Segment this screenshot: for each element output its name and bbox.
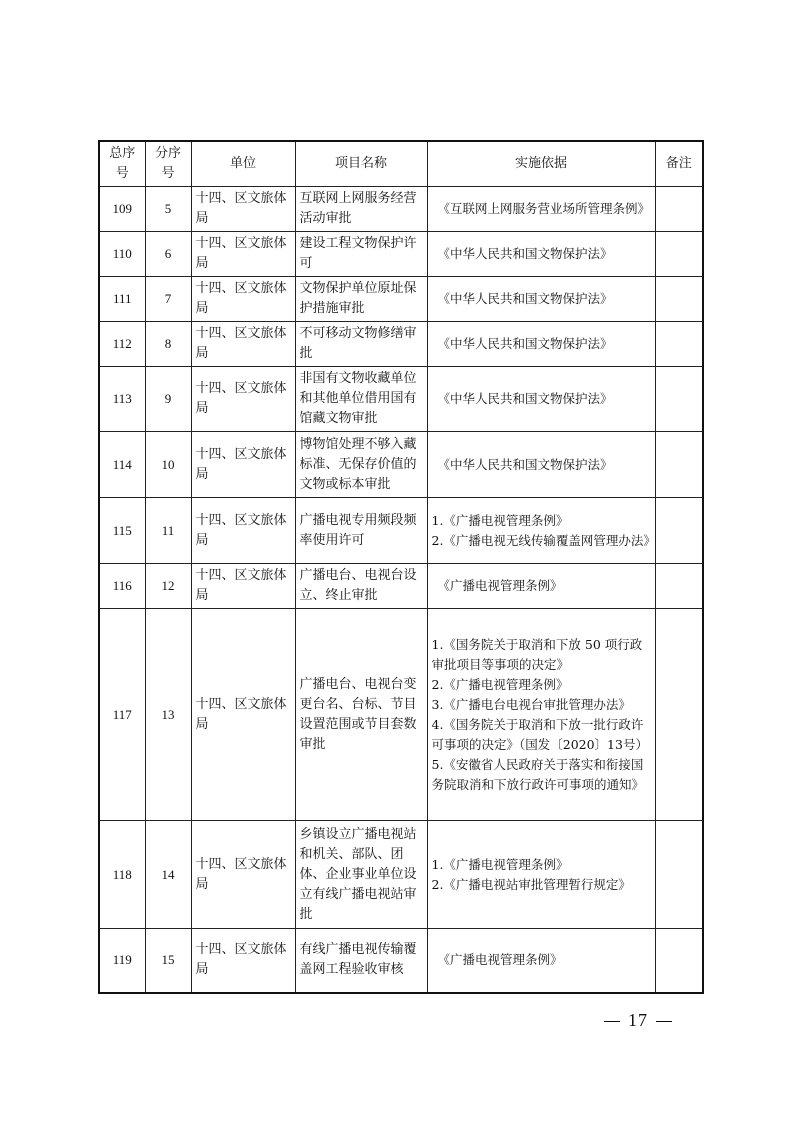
- sub-no-cell: 13: [145, 609, 191, 821]
- unit-cell: 十四、区文旅体局: [191, 498, 295, 564]
- total-no-cell: 111: [99, 277, 145, 322]
- header-remark: 备注: [655, 141, 703, 187]
- item-name-cell: 广播电台、电视台变更台名、台标、节目设置范围或节目套数审批: [295, 609, 427, 821]
- remark-cell: [655, 322, 703, 367]
- table-row: [99, 367, 703, 432]
- total-no-cell: 110: [99, 232, 145, 277]
- remark-cell: [655, 929, 703, 993]
- basis-line: 《广播电视管理条例》: [437, 578, 563, 593]
- basis-cell: [427, 232, 655, 277]
- remark-cell: [655, 609, 703, 821]
- table-row: [99, 187, 703, 232]
- header-sub-no: 分序号: [145, 141, 191, 187]
- remark-cell: [655, 367, 703, 432]
- basis-line: 1.《广播电视管理条例》: [431, 512, 569, 528]
- item-name-cell: 建设工程文物保护许可: [295, 232, 427, 277]
- remark-cell: [655, 498, 703, 564]
- basis-cell: [427, 277, 655, 322]
- basis-line: 《中华人民共和国文物保护法》: [437, 246, 613, 261]
- total-no-cell: 112: [99, 322, 145, 367]
- table-row: [99, 432, 703, 498]
- basis-line: 2.《广播电视无线传输覆盖网管理办法》: [431, 532, 656, 548]
- unit-cell: 十四、区文旅体局: [191, 232, 295, 277]
- dash-left: [604, 1021, 620, 1022]
- basis-cell: [427, 929, 655, 993]
- table-row: [99, 498, 703, 564]
- sub-no-cell: 6: [145, 232, 191, 277]
- approval-items-table: [98, 140, 704, 994]
- sub-no-cell: 15: [145, 929, 191, 993]
- basis-cell: [427, 498, 655, 564]
- unit-cell: 十四、区文旅体局: [191, 367, 295, 432]
- table-row: [99, 322, 703, 367]
- unit-cell: 十四、区文旅体局: [191, 929, 295, 993]
- basis-line: 3.《广播电台电视台审批管理办法》: [431, 696, 631, 712]
- page-number: [596, 1010, 680, 1031]
- basis-line: 4.《国务院关于取消和下放一批行政许可事项的决定》（国发〔2020〕13号）: [431, 716, 648, 752]
- unit-cell: 十四、区文旅体局: [191, 821, 295, 929]
- sub-no-cell: 14: [145, 821, 191, 929]
- header-item-name: 项目名称: [295, 141, 427, 187]
- sub-no-cell: 9: [145, 367, 191, 432]
- unit-cell: 十四、区文旅体局: [191, 322, 295, 367]
- unit-cell: 十四、区文旅体局: [191, 277, 295, 322]
- item-name-cell: 不可移动文物修缮审批: [295, 322, 427, 367]
- basis-line: 5.《安徽省人民政府关于落实和衔接国务院取消和下放行政许可事项的通知》: [431, 756, 645, 792]
- item-name-cell: 乡镇设立广播电视站和机关、部队、团体、企业事业单位设立有线广播电视站审批: [295, 821, 427, 929]
- basis-cell: [427, 187, 655, 232]
- page-number-value: 17: [628, 1010, 648, 1030]
- header-basis: 实施依据: [427, 141, 655, 187]
- sub-no-cell: 10: [145, 432, 191, 498]
- total-no-cell: 114: [99, 432, 145, 498]
- table-row: [99, 277, 703, 322]
- sub-no-cell: 12: [145, 564, 191, 609]
- basis-line: 《互联网上网服务营业场所管理条例》: [437, 201, 651, 216]
- sub-no-cell: 11: [145, 498, 191, 564]
- total-no-cell: 117: [99, 609, 145, 821]
- item-name-cell: 广播电台、电视台设立、终止审批: [295, 564, 427, 609]
- dash-right: [656, 1021, 672, 1022]
- sub-no-cell: 5: [145, 187, 191, 232]
- total-no-cell: 119: [99, 929, 145, 993]
- basis-cell: [427, 564, 655, 609]
- basis-line: 1.《广播电视管理条例》: [431, 856, 569, 872]
- total-no-cell: 113: [99, 367, 145, 432]
- basis-cell: [427, 322, 655, 367]
- basis-line: 《广播电视管理条例》: [437, 952, 563, 968]
- item-name-cell: 广播电视专用频段频率使用许可: [295, 498, 427, 564]
- total-no-cell: 116: [99, 564, 145, 609]
- item-name-cell: 文物保护单位原址保护措施审批: [295, 277, 427, 322]
- total-no-cell: 115: [99, 498, 145, 564]
- item-name-cell: 有线广播电视传输覆盖网工程验收审核: [295, 929, 427, 993]
- unit-cell: 十四、区文旅体局: [191, 187, 295, 232]
- header-unit: 单位: [191, 141, 295, 187]
- total-no-cell: 109: [99, 187, 145, 232]
- remark-cell: [655, 187, 703, 232]
- remark-cell: [655, 277, 703, 322]
- table-header-row: [99, 141, 703, 187]
- basis-line: 《中华人民共和国文物保护法》: [437, 391, 613, 406]
- unit-cell: 十四、区文旅体局: [191, 609, 295, 821]
- unit-cell: 十四、区文旅体局: [191, 564, 295, 609]
- basis-line: 1.《国务院关于取消和下放 50 项行政审批项目等事项的决定》: [431, 636, 643, 672]
- remark-cell: [655, 821, 703, 929]
- basis-cell: [427, 609, 655, 821]
- header-total-no: 总序号: [99, 141, 145, 187]
- basis-cell: [427, 821, 655, 929]
- table-row: [99, 929, 703, 993]
- unit-cell: 十四、区文旅体局: [191, 432, 295, 498]
- basis-line: 《中华人民共和国文物保护法》: [437, 336, 613, 351]
- sub-no-cell: 7: [145, 277, 191, 322]
- table-row: [99, 564, 703, 609]
- remark-cell: [655, 232, 703, 277]
- basis-cell: [427, 432, 655, 498]
- item-name-cell: 非国有文物收藏单位和其他单位借用国有馆藏文物审批: [295, 367, 427, 432]
- basis-line: 2.《广播电视站审批管理暂行规定》: [431, 876, 631, 892]
- remark-cell: [655, 564, 703, 609]
- basis-line: 《中华人民共和国文物保护法》: [437, 456, 613, 472]
- table-row: [99, 609, 703, 821]
- item-name-cell: 互联网上网服务经营活动审批: [295, 187, 427, 232]
- basis-line: 《中华人民共和国文物保护法》: [437, 291, 613, 306]
- basis-cell: [427, 367, 655, 432]
- table-row: [99, 232, 703, 277]
- item-name-cell: 博物馆处理不够入藏标准、无保存价值的文物或标本审批: [295, 432, 427, 498]
- basis-line: 2.《广播电视管理条例》: [431, 676, 569, 692]
- total-no-cell: 118: [99, 821, 145, 929]
- remark-cell: [655, 432, 703, 498]
- sub-no-cell: 8: [145, 322, 191, 367]
- table-row: [99, 821, 703, 929]
